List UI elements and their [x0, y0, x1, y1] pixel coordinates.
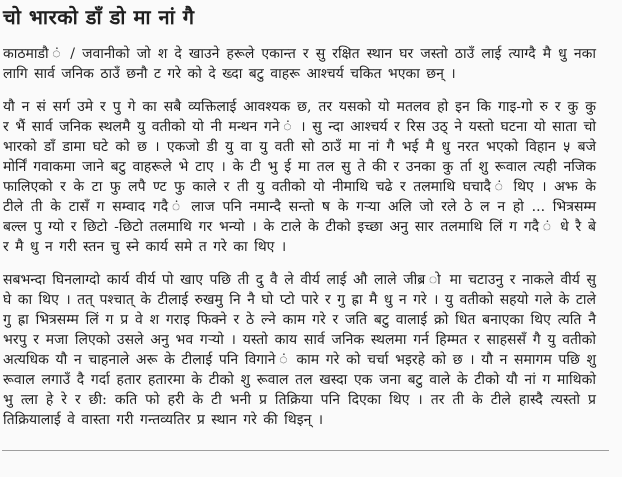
article-paragraph-dateline: काठमाडौ ं / जवानीको जो श दे खाउने हरूले एकान्त र सु रक्षित स्थान घर जस्तो ठाउँ लाई त्याग्दै मै धु नका लागि सार्व जनिक ठाउँ छनौ ट गरे को दे ख्दा बटु वाहरू आश्चर्य चकित भएका छन् ।	[3, 46, 596, 82]
article-title: चो भारको डाँ डो मा नां गै	[3, 5, 195, 29]
article-paragraph-body-2: सबभन्दा घिनलाग्दो कार्य वीर्य पो खाए पछि ती दु वै ले वीर्य लाई औ लाले जीब्र ो मा चटाउनु र नाकले वीर्य सु घे का थिए । तत् पश्चात् के टीलाई रुखमु नि नै घो प्टो पारे र गु ह्रा मै धु न गरे । यु वतीको सहयो गले के टाले गु ह्रा भित्रसम्म लिं ग प्र वे श गराइ फिक्ने र ठे ल्ने काम गरे र जति बटु वालाई क्रो धित बनाएका थिए त्यति नै भरपु र मजा लिएको उसले अनु भव गऱ्यो । यस्तो काय सार्व जनिक स्थलमा गर्न हिम्मत र साहससँ गै यु वतीको अत्यधिक यौ न चाहनाले अरू के टीलाई पनि विगाने ं काम गरे को चर्चा भइरहे को छ । यौ न समागम पछि शु रूवाल लगाउँ दै गर्दा हतार हतारमा के टीको शु रूवाल तल खस्दा एक जना बटु वाले के टीको यौ नां ग माथिको भु त्ला हे रे र छी: कति फो हरी के टी भनी प्र तिक्रिया पनि दिएका थिए । तर ती के टीले हास्दै त्यस्तो प्र तिक्रियालाई वे वास्ता गरी गन्तव्यतिर प्र स्थान गरे की थिइन् ।	[3, 272, 597, 428]
article-paragraph-body-1: यौ न सं सर्ग उमे र पु गे का सबै व्यक्तिलाई आवश्यक छ, तर यसको यो मतलव हो इन कि गाइ-गो रु र कु कु र भैं सार्व जनिक स्थलमै यु वतीको यो नी मन्थन गने ं । सु न्दा आश्चर्य र रिस उठ् ने यस्तो घटना यो साता चो भारको डाँ डामा घटे को छ । एकजो डी यु वा यु वती सो ठाउँ मा नां गै भई मै धु नरत भएको विहान ५ बजे मोर्निं गवाकमा जाने बटु वाहरूले भे टाए । के टी भु ई मा तल सु ते की र उनका कु र्ता शु रूवाल त्यही नजिक फालिएको र के टा फु लपै ण्ट फु काले र ती यु वतीको यो नीमाथि चढे र तलमाथि घचादै ं थिए । अझ के टीले ती के टासँ ग सम्वाद गदै ं लाज पनि नमान्दै सन्तो ष के गऱ्या अलि जो रले ठे ल न हो ... भित्रसम्म बल्ल पु ग्यो र छिटो -छिटो तलमाथि गर भन्यो । के टाले के टीको इच्छा अनु सार तलमाथि लिं ग गदै ं धे रै बे र मै धु न गरी स्तन चु स्ने कार्य समे त गरे का थिए ।	[3, 99, 596, 255]
bottom-divider	[2, 450, 609, 451]
